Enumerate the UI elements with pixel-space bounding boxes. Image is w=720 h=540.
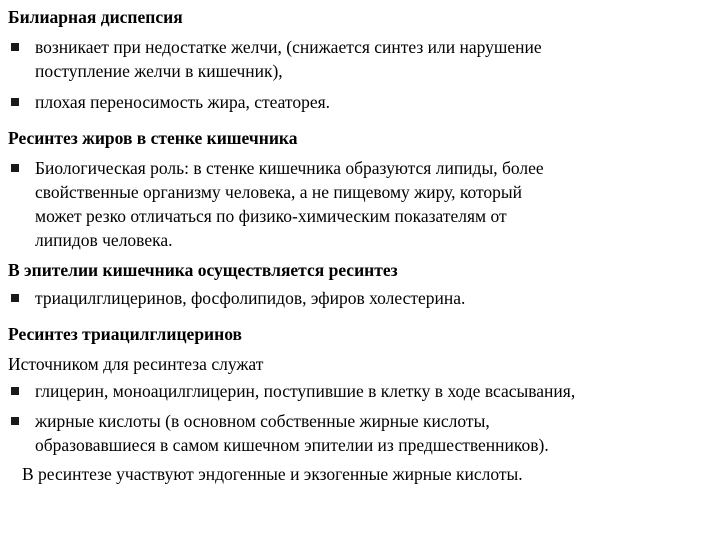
square-bullet-icon <box>11 98 19 106</box>
section-heading: Ресинтез триацилглицеринов <box>8 324 242 344</box>
square-bullet-icon <box>11 294 19 302</box>
section-heading: В эпителии кишечника осуществляется ресинтез <box>8 260 398 280</box>
bullet-text: липидов человека. <box>35 230 173 250</box>
section-heading: Билиарная диспепсия <box>8 7 183 27</box>
bullet-text: может резко отличаться по физико-химическим показателям от <box>35 206 507 226</box>
bullet-text: триацилглицеринов, фосфолипидов, эфиров холестерина. <box>35 288 466 308</box>
intro-text: Источником для ресинтеза служат <box>8 354 264 374</box>
bullet-text: образовавшиеся в самом кишечном эпителии из предшественников). <box>35 435 549 455</box>
bullet-text: плохая переносимость жира, стеаторея. <box>35 92 331 112</box>
bullet-text: Биологическая роль: в стенке кишечника образуются липиды, более <box>35 158 544 178</box>
square-bullet-icon <box>11 387 19 395</box>
section-heading: Ресинтез жиров в стенке кишечника <box>8 128 298 148</box>
square-bullet-icon <box>11 43 19 51</box>
bullet-text: глицерин, моноацилглицерин, поступившие в клетку в ходе всасывания, <box>35 381 576 401</box>
bullet-text: свойственные организму человека, а не пищевому жиру, который <box>35 182 523 202</box>
square-bullet-icon <box>11 417 19 425</box>
footer-text: В ресинтезе участвуют эндогенные и экзогенные жирные кислоты. <box>22 464 523 484</box>
bullet-text: возникает при недостатке желчи, (снижается синтез или нарушение <box>35 37 542 57</box>
bullet-text: жирные кислоты (в основном собственные жирные кислоты, <box>35 411 490 431</box>
square-bullet-icon <box>11 164 19 172</box>
bullet-text: поступление желчи в кишечник), <box>35 61 283 81</box>
